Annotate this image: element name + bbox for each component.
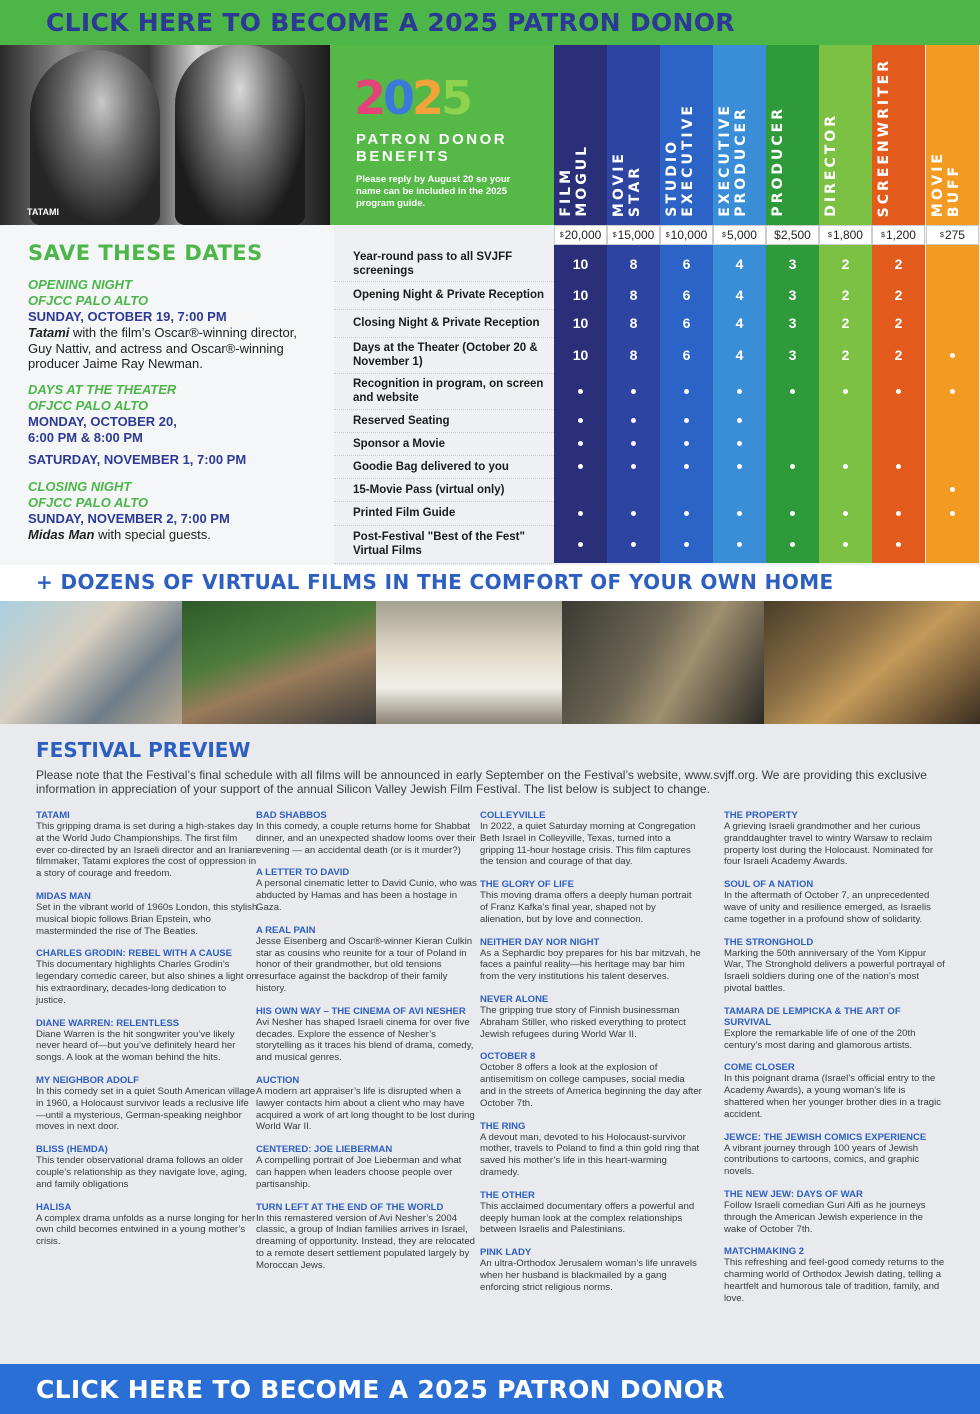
- tier-price: $ 275: [926, 225, 979, 245]
- film-entry: [36, 1075, 258, 1133]
- film-description: A personal cinematic letter to David Cunio, who was abducted by Hamas and has been a hostage in Gaza.: [256, 878, 477, 913]
- tier-name: FILM MOGUL: [558, 144, 590, 217]
- benefit-count: 4: [735, 315, 744, 331]
- benefit-count: [926, 309, 979, 337]
- benefit-dot: [554, 501, 607, 525]
- benefit-count: [872, 409, 925, 432]
- film-entry: [724, 1189, 946, 1235]
- film-description: This tender observational drama follows an older couple’s relationship as they navigate love, aging, and family obligations: [36, 1155, 248, 1190]
- benefit-count: 2: [841, 315, 850, 331]
- benefit-dot: [926, 478, 979, 501]
- benefit-feature-label: Closing Night & Private Reception: [353, 317, 540, 329]
- days-at-theater-event: [28, 382, 318, 468]
- become-patron-banner-bottom[interactable]: [0, 1364, 980, 1414]
- benefit-count: [819, 478, 872, 501]
- film-title: HALISA: [36, 1201, 72, 1213]
- film-entry: [36, 1144, 258, 1190]
- film-description: October 8 offers a look at the explosion of antisemitism on college campuses, social media and in the streets of America beginning the day after October 7th.: [480, 1062, 702, 1109]
- film-description: The gripping true story of Finnish businessman Abraham Stiller, who risked everything to protect Jewish refugees during World War II.: [480, 1004, 686, 1040]
- benefit-dot: [819, 455, 872, 478]
- closing-night-label: CLOSING NIGHT: [28, 479, 132, 494]
- benefit-feature-label: Printed Film Guide: [353, 507, 456, 519]
- film-entry: [480, 879, 702, 925]
- benefit-dot: [660, 501, 713, 525]
- benefit-feature-label: Post-Festival "Best of the Fest" Virtual Films: [353, 531, 525, 557]
- benefit-feature-label: Goodie Bag delivered to you: [353, 460, 509, 473]
- film-title: CHARLES GRODIN: REBEL WITH A CAUSE: [36, 948, 232, 960]
- film-description: Set in the vibrant world of 1960s London, this stylish musical biopic follows Brian Epstein, who masterminded the rise of The Beatles.: [36, 901, 258, 937]
- film-title: A REAL PAIN: [256, 924, 316, 936]
- film-description: A devout man, devoted to his Holocaust-survivor mother, travels to Poland to find a thin gold ring that saved his mother’s life in this heart-warming dramedy.: [480, 1131, 700, 1178]
- film-description: As a Sephardic boy prepares for his bar mitzvah, he faces a painful reality—his heritage may bar him from the very institutions his talent deserves.: [480, 947, 701, 983]
- benefit-feature-label: 15-Movie Pass (virtual only): [353, 483, 505, 496]
- benefit-dot: [766, 525, 819, 563]
- film-entry: [256, 810, 478, 856]
- film-title: CENTERED: JOE LIEBERMAN: [256, 1144, 393, 1156]
- film-column-1: [36, 810, 258, 1259]
- benefit-count: 3: [788, 315, 797, 331]
- film-entry: [36, 1018, 258, 1064]
- tier-name: MOVIE BUFF: [930, 150, 962, 217]
- benefit-dot: [554, 373, 607, 409]
- benefit-dot: [660, 525, 713, 563]
- benefit-dot: [607, 525, 660, 563]
- film-entry: [724, 879, 946, 925]
- film-entry: [480, 1121, 702, 1179]
- benefit-dot: [660, 373, 713, 409]
- benefit-dot: [713, 409, 766, 432]
- days-theater-venue: OFJCC PALO ALTO: [28, 398, 149, 413]
- tier-name: PRODUCER: [770, 106, 786, 217]
- benefit-count: 8: [629, 287, 638, 303]
- benefit-dot: [607, 455, 660, 478]
- benefit-dot: [713, 373, 766, 409]
- benefit-count: 8: [629, 315, 638, 331]
- film-title: COME CLOSER: [724, 1062, 795, 1074]
- festival-preview-section: [0, 724, 980, 1364]
- benefit-count: [607, 478, 660, 501]
- days-theater-time-3: SATURDAY, NOVEMBER 1, 7:00 PM: [28, 452, 247, 467]
- benefit-dot: [660, 409, 713, 432]
- tier-header: [872, 45, 925, 225]
- benefit-count: 4: [735, 287, 744, 303]
- film-title: THE STRONGHOLD: [724, 936, 814, 948]
- film-entry: [36, 1202, 258, 1248]
- tier-column-5: [766, 45, 819, 563]
- benefit-dot: [660, 455, 713, 478]
- film-entry: [256, 925, 478, 995]
- film-title: COLLEYVILLE: [480, 810, 546, 821]
- benefit-feature-label: Year-round pass to all SVJFF screenings: [353, 250, 513, 277]
- film-description: Avi Nesher has shaped Israeli cinema for over five decades. Explore the essence of Nesher’s storytelling as it traces his blend of drama, comedy, and musical genres.: [256, 1016, 474, 1064]
- benefit-dot: [926, 373, 979, 409]
- virtual-films-banner: [0, 565, 980, 601]
- film-column-2: [256, 810, 478, 1283]
- benefit-count: [926, 246, 979, 281]
- tier-column-8: [926, 45, 979, 563]
- film-title: SOUL OF A NATION: [724, 879, 814, 891]
- tier-header: [819, 45, 872, 225]
- benefit-count: [554, 478, 607, 501]
- tier-header: [554, 45, 607, 225]
- benefit-count: 2: [894, 287, 903, 303]
- benefit-dot: [607, 373, 660, 409]
- film-entry: [36, 948, 258, 1006]
- film-entry: [480, 810, 702, 868]
- hero-photo-caption: TATAMI: [27, 207, 59, 217]
- benefit-count: [819, 432, 872, 455]
- save-dates-panel: [0, 225, 334, 565]
- tier-header: [607, 45, 660, 225]
- benefit-dot: [554, 409, 607, 432]
- benefit-dot: [554, 525, 607, 563]
- film-title: TATAMI: [36, 810, 70, 821]
- benefit-count: [766, 478, 819, 501]
- tier-column-1: [554, 45, 607, 563]
- tier-column-6: [819, 45, 872, 563]
- benefit-count: 10: [572, 347, 589, 363]
- benefit-count: [766, 409, 819, 432]
- film-description: In this comedy, a couple returns home for Shabbat dinner, and an unexpected shadow looms over their evening — an accidental death (or is it murder?): [256, 821, 476, 856]
- tier-column-7: [872, 45, 925, 563]
- film-title: MIDAS MAN: [36, 890, 91, 902]
- film-entry: [256, 1075, 478, 1133]
- benefit-dot: [713, 525, 766, 563]
- benefit-count: 10: [572, 255, 589, 272]
- benefit-dot: [713, 432, 766, 455]
- tier-price: $ 15,000: [607, 225, 660, 245]
- film-title: NEVER ALONE: [480, 993, 549, 1005]
- benefit-count: [872, 432, 925, 455]
- film-title: PINK LADY: [480, 1247, 532, 1259]
- film-title: JEWCE: THE JEWISH COMICS EXPERIENCE: [724, 1131, 927, 1143]
- film-title: THE NEW JEW: DAYS OF WAR: [724, 1188, 863, 1200]
- benefit-count: 8: [629, 347, 638, 363]
- film-description: An ultra-Orthodox Jerusalem woman’s life unravels when her husband is blackmailed by a gang enforcing strict religious norms.: [480, 1258, 697, 1293]
- tier-name: DIRECTOR: [823, 113, 839, 217]
- banner-top-text: CLICK HERE TO BECOME A 2025 PATRON DONOR: [46, 8, 735, 37]
- benefit-dot: [766, 455, 819, 478]
- film-title: TAMARA DE LEMPICKA & THE ART OF SURVIVAL: [724, 1005, 901, 1028]
- benefit-dot: [872, 455, 925, 478]
- benefit-dot: [607, 409, 660, 432]
- film-entry: [480, 1190, 702, 1236]
- benefit-count: 6: [682, 315, 691, 331]
- benefit-dot: [660, 432, 713, 455]
- film-still-1: [0, 601, 182, 724]
- benefit-count: 8: [629, 255, 638, 272]
- film-entry: [724, 1246, 946, 1304]
- film-still-5: [764, 601, 980, 724]
- film-entry: [256, 1144, 478, 1190]
- tier-column-2: [607, 45, 660, 563]
- film-description: This acclaimed documentary offers a powerful and deeply human look at the complex relationships between Israelis and Palestinians.: [480, 1200, 695, 1236]
- film-title: BAD SHABBOS: [256, 810, 327, 821]
- film-entry: [724, 1062, 946, 1120]
- film-description: In this comedy set in a quiet South American village in 1960, a Holocaust survivor leads a reclusive life—until a mysterious, German-speaking neighbor moves in next door.: [36, 1085, 256, 1133]
- days-theater-time-1: MONDAY, OCTOBER 20,: [28, 414, 177, 429]
- benefit-feature-label: Reserved Seating: [353, 414, 450, 427]
- film-entry: [36, 891, 258, 937]
- benefit-dot: [713, 501, 766, 525]
- film-entry: [256, 1006, 478, 1064]
- benefit-feature-label: Sponsor a Movie: [353, 437, 446, 450]
- film-still-2: [182, 601, 376, 724]
- film-title: THE PROPERTY: [724, 810, 798, 821]
- film-entry: [724, 1006, 946, 1052]
- benefit-count: 10: [572, 315, 589, 331]
- film-description: In this poignant drama (Israel’s official entry to the Academy Awards), a young woman’s life is shattered when her younger brother dies in a tragic accident.: [724, 1073, 942, 1120]
- film-description: In the aftermath of October 7, an unprecedented wave of unity and resilience emerged, as Israelis came together in a profound show of solidarity.: [724, 890, 931, 925]
- film-description: A vibrant journey through 100 years of Jewish contributions to cartoons, comics, and graphic novels.: [724, 1142, 920, 1178]
- tier-price: $ 1,200: [872, 225, 925, 245]
- film-entry: [480, 1051, 702, 1109]
- benefit-dot: [872, 525, 925, 563]
- film-entry: [36, 810, 258, 880]
- film-column-4: [724, 810, 946, 1316]
- benefit-dot: [607, 501, 660, 525]
- benefit-count: 3: [788, 255, 797, 272]
- benefit-feature-label: Days at the Theater (October 20 & November 1): [353, 342, 538, 368]
- tier-column-3: [660, 45, 713, 563]
- benefit-dot: [819, 501, 872, 525]
- benefit-feature-label: Opening Night & Private Reception: [353, 289, 545, 301]
- benefit-count: 2: [841, 255, 850, 272]
- closing-night-time: SUNDAY, NOVEMBER 2, 7:00 PM: [28, 511, 230, 526]
- film-title: A LETTER TO DAVID: [256, 867, 350, 879]
- film-description: Jesse Eisenberg and Oscar®-winner Kieran Culkin star as cousins who reunite for a tour of Poland in honor of their grandmother, but old tensions resurface against the backdrop of their family history.: [256, 935, 473, 994]
- hero-photo-figure-right: [175, 45, 305, 225]
- benefit-count: [872, 478, 925, 501]
- benefit-count: 3: [788, 287, 797, 303]
- benefit-count: [713, 478, 766, 501]
- row-divider: [334, 563, 554, 564]
- festival-preview-intro: Please note that the Festival’s final schedule with all films will be announced in early September on the Festival’s website, www.svjff.org. We are providing this exclusive information in appreciation of your support of the annual Silicon Valley Jewish Film Festival. The list below is subject to change.: [36, 768, 927, 796]
- film-title: OCTOBER 8: [480, 1051, 536, 1063]
- film-description: Diane Warren is the hit songwriter you’ve likely never heard of—but you’ve definitely heard her songs. A look at the woman behind the hits.: [36, 1028, 236, 1064]
- benefit-count: [766, 432, 819, 455]
- film-entry: [480, 994, 702, 1040]
- benefit-count: 6: [682, 255, 691, 272]
- film-entry: [480, 1247, 702, 1293]
- film-entry: [724, 937, 946, 995]
- days-theater-label: DAYS AT THE THEATER: [28, 382, 177, 397]
- virtual-films-text: + DOZENS OF VIRTUAL FILMS IN THE COMFORT OF YOUR OWN HOME: [36, 570, 834, 594]
- benefit-dot: [819, 373, 872, 409]
- tier-price: $ 10,000: [660, 225, 713, 245]
- banner-bottom-text: CLICK HERE TO BECOME A 2025 PATRON DONOR: [36, 1374, 725, 1404]
- film-entry: [480, 937, 702, 983]
- benefit-dot: [766, 501, 819, 525]
- benefit-count: 2: [894, 255, 903, 272]
- film-description: A modern art appraiser’s life is disrupted when a lawyer contacts him about a client who may have acquired a work of art long thought to be lost during World War II.: [256, 1085, 475, 1133]
- benefit-count: 2: [841, 347, 850, 363]
- film-title: THE OTHER: [480, 1189, 535, 1201]
- benefit-count: 2: [841, 287, 850, 303]
- benefit-count: [926, 409, 979, 432]
- film-description: This gripping drama is set during a high-stakes day at the World Judo Championships. The first film ever co-directed by an Israeli director and an Iranian filmmaker, Tatami explores the cost of oppression in a story of courage and freedom.: [36, 821, 258, 880]
- film-title: HIS OWN WAY – THE CINEMA OF AVI NESHER: [256, 1005, 466, 1017]
- film-entry: [724, 1132, 946, 1178]
- film-description: This moving drama offers a deeply human portrait of Franz Kafka’s final year, shaped not by alienation, but by love and connection.: [480, 890, 692, 925]
- film-description: Follow Israeli comedian Guri Alfi as he journeys through the American Jewish experience in the wake of October 7th.: [724, 1199, 926, 1235]
- benefit-count: [926, 432, 979, 455]
- benefit-dot: [766, 373, 819, 409]
- patron-benefits-title: PATRON DONOR BENEFITS: [356, 131, 508, 165]
- benefit-count: 10: [572, 287, 589, 303]
- benefit-dot: [713, 455, 766, 478]
- benefit-count: [926, 525, 979, 563]
- film-title: NEITHER DAY NOR NIGHT: [480, 936, 600, 948]
- benefit-dot: [819, 525, 872, 563]
- film-description: A compelling portrait of Joe Lieberman and what can happen when leaders choose people over partisanship.: [256, 1155, 462, 1190]
- closing-night-venue: OFJCC PALO ALTO: [28, 495, 149, 510]
- festival-preview-title: FESTIVAL PREVIEW: [36, 738, 251, 762]
- tier-column-4: [713, 45, 766, 563]
- benefit-count: 2: [894, 315, 903, 331]
- tier-header: [766, 45, 819, 225]
- benefit-count: [926, 281, 979, 309]
- benefit-dot: [872, 373, 925, 409]
- benefit-dot: [607, 432, 660, 455]
- film-description: This refreshing and feel-good comedy returns to the charming world of Orthodox Jewish dating, telling a heartfelt and humorous tale of tradition, family, and love.: [724, 1257, 945, 1304]
- benefit-dot: [926, 501, 979, 525]
- film-title: DIANE WARREN: RELENTLESS: [36, 1017, 180, 1029]
- film-title: MATCHMAKING 2: [724, 1246, 805, 1258]
- film-still-3: [376, 601, 562, 724]
- opening-night-venue: OFJCC PALO ALTO: [28, 293, 149, 308]
- tier-name: STUDIO EXECUTIVE: [664, 103, 696, 217]
- benefit-dot: [926, 337, 979, 373]
- benefit-count: 3: [788, 347, 797, 363]
- benefit-dot: [872, 501, 925, 525]
- tier-name: SCREENWRITER: [876, 57, 892, 217]
- film-description: This documentary highlights Charles Grodin’s legendary comedic career, but also shines a light on his extraordinary, decades-long dedication to justice.: [36, 959, 257, 1006]
- film-title: MY NEIGHBOR ADOLF: [36, 1074, 139, 1086]
- film-description: In 2022, a quiet Saturday morning at Congregation Beth Israel in Colleyville, Texas, turned into a gripping 11-hour hostage crisis. This film captures the tension and courage of that day.: [480, 821, 696, 868]
- benefit-count: 6: [682, 347, 691, 363]
- film-entry: [256, 867, 478, 913]
- patron-benefits-header: [330, 45, 554, 225]
- film-entry: [724, 810, 946, 868]
- tier-price: $ 1,800: [819, 225, 872, 245]
- tier-header: [926, 45, 979, 225]
- tier-price: $2,500: [766, 225, 819, 245]
- tier-header: [660, 45, 713, 225]
- benefit-feature-label: Recognition in program, on screen and website: [353, 378, 544, 404]
- film-title: THE GLORY OF LIFE: [480, 879, 574, 891]
- benefit-count: [926, 455, 979, 478]
- film-title: TURN LEFT AT THE END OF THE WORLD: [256, 1201, 444, 1213]
- film-description: Marking the 50th anniversary of the Yom Kippur War, The Stronghold delivers a powerful portrayal of Israeli soldiers during one of the nation’s most pivotal battles.: [724, 947, 945, 994]
- become-patron-banner-top[interactable]: [0, 0, 980, 45]
- benefit-count: 6: [682, 287, 691, 303]
- closing-night-desc: Midas Man with special guests.: [28, 527, 211, 542]
- opening-night-time: SUNDAY, OCTOBER 19, 7:00 PM: [28, 309, 227, 324]
- hero-film-photo: [0, 45, 330, 225]
- reply-deadline-note: Please reply by August 20 so your name can be included in the 2025 program guide.: [356, 174, 511, 209]
- benefit-count: 4: [735, 347, 744, 363]
- tier-name: EXECUTIVE PRODUCER: [717, 103, 749, 217]
- tier-name: MOVIE STAR: [611, 150, 643, 217]
- film-column-3: [480, 810, 702, 1305]
- save-dates-title: SAVE THESE DATES: [28, 241, 263, 265]
- film-title: THE RING: [480, 1120, 526, 1132]
- benefit-count: 4: [735, 255, 744, 272]
- opening-night-event: [28, 277, 318, 372]
- film-title: AUCTION: [256, 1074, 300, 1086]
- film-still-4: [562, 601, 764, 724]
- opening-night-desc: Tatami with the film’s Oscar®-winning director, Guy Nattiv, and actress and Oscar®-winning producer Jaime Ray Newman.: [28, 325, 297, 371]
- film-description: A grieving Israeli grandmother and her curious granddaughter travel to wintry Warsaw to reclaim property lost during the Holocaust. Nominated for four Israeli Academy Awards.: [724, 821, 934, 868]
- benefit-count: [660, 478, 713, 501]
- film-description: In this remastered version of Avi Nesher’s 2004 classic, a group of Indian families arrives in Israel, dreaming of opportunity. Instead, they are relocated to a remote desert settlement populated largely by Moroccan Jews.: [256, 1212, 476, 1271]
- film-description: A complex drama unfolds as a nurse longing for her own child becomes entwined in a young mother’s crisis.: [36, 1212, 256, 1248]
- film-entry: [256, 1202, 478, 1272]
- logo-2025: 2025: [354, 71, 471, 125]
- benefit-count: [819, 409, 872, 432]
- film-title: BLISS (HEMDA): [36, 1144, 108, 1156]
- tier-header: [713, 45, 766, 225]
- closing-night-event: [28, 479, 318, 543]
- film-description: Explore the remarkable life of one of the 20th century’s most daring and glamorous artists.: [724, 1027, 916, 1051]
- benefit-dot: [554, 455, 607, 478]
- benefit-count: 2: [894, 347, 903, 363]
- tier-price: $ 20,000: [554, 225, 607, 245]
- days-theater-time-2: 6:00 PM & 8:00 PM: [28, 430, 143, 445]
- opening-night-label: OPENING NIGHT: [28, 277, 133, 292]
- hero-photo-figure-left: [30, 50, 160, 225]
- tier-price: $ 5,000: [713, 225, 766, 245]
- benefit-dot: [554, 432, 607, 455]
